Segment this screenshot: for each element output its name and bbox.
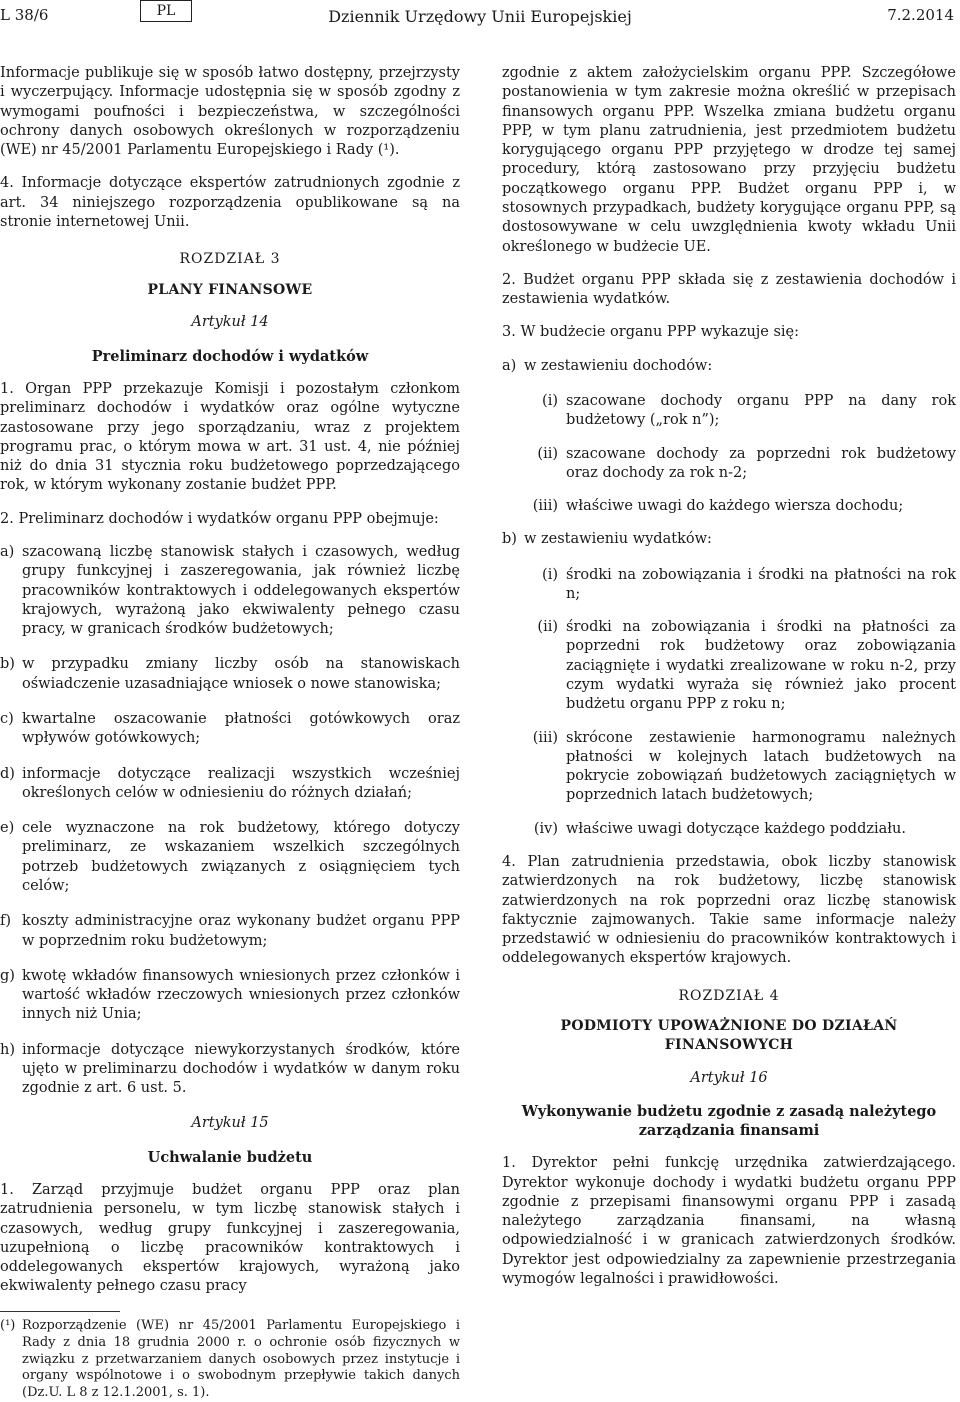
list-item-text: kwartalne oszacowanie płatności gotówkowych oraz wpływów gotówkowych; <box>22 710 460 747</box>
sublist-item-label: (iv) <box>533 820 558 837</box>
article-14-label: Artykuł 14 <box>191 314 269 331</box>
chapter-4-title: PODMIOTY UPOWAŻNIONE DO DZIAŁAŃ FINANSOWYCH <box>560 1018 898 1053</box>
list-item-text: szacowaną liczbę stanowisk stałych i czasowych, według grupy funkcyjnej i zaszeregowania, jak również liczbę pracowników kontraktowych i oddelegowanych ekspertów krajowych, wyrażoną jako ekwiwalenty pełnego czasu pracy, w granicach środków budżetowych; <box>22 544 460 638</box>
journal-title: Dziennik Urzędowy Unii Europejskiej <box>328 7 632 26</box>
article-15-paragraph-1: 1. Zarząd przyjmuje budżet organu PPP oraz plan zatrudnienia personelu, w tym liczbę stanowisk stałych i czasowych, według grupy funkcyjnej i zaszeregowania, uzupełnioną o liczbę pracowników kontraktowych i oddelegowanych ekspertów krajowych, wyrażoną jako ekwiwalenty pełnego czasu pracy <box>0 1182 460 1295</box>
sublist-item <box>502 820 956 839</box>
sublist-item <box>502 445 956 484</box>
list-item-label: c) <box>0 710 14 727</box>
paragraph-4-right: 4. Plan zatrudnienia przedstawia, obok liczby stanowisk zatwierdzonych na rok budżetowy, liczbę stanowisk zatwierdzonych na rok poprzedni oraz liczbę stanowisk faktycznie zajmowanych. Takie same informacje należy przedstawić w odniesieniu do pracowników kontraktowych i oddelegowanych ekspertów krajowych. <box>502 854 956 967</box>
list-item-text: w zestawieniu wydatków: <box>524 531 712 548</box>
chapter-3-label: ROZDZIAŁ 3 <box>179 251 281 268</box>
list-item-label: a) <box>502 357 517 374</box>
sublist-item <box>502 566 956 605</box>
sublist-item-label: (iii) <box>532 498 558 515</box>
list-item-text: informacje dotyczące realizacji wszystkich wcześniej określonych celów w odniesieniu do różnych działań; <box>22 765 460 801</box>
sublist-item-label: (i) <box>542 566 558 583</box>
continuation-paragraph: zgodnie z aktem założycielskim organu PPP. Szczegółowe postanowienia w tym zakresie można określić w przepisach finansowych organu PPP. Wszelka zmiana budżetu organu PPP, w tym planu zatrudnienia, jest przedmiotem budżetu korygującego organu PPP przyjętego w drodze tej samej procedury, którą zastosowano przy przyjęciu budżetu początkowego organu PPP. Budżet organu PPP i, w stosownych przypadkach, budżety korygujące organu PPP, są dostosowywane w celu uwzględnienia kwoty wkładu Unii określonego w budżecie UE. <box>502 65 956 255</box>
intro-paragraph: Informacje publikuje się w sposób łatwo dostępny, przejrzysty i wyczerpujący. Informacje udostępnia się w sposób zgodny z wymogami poufności i bezpieczeństwa, w szczególności ochrony danych osobowych określonych w rozporządzeniu (WE) nr 45/2001 Parlamentu Europejskiego i Rady (¹). <box>0 65 460 159</box>
article-14-list <box>0 543 460 1098</box>
article-16-title: Wykonywanie budżetu zgodnie z zasadą należytego zarządzania finansami <box>521 1102 937 1140</box>
article-14-title: Preliminarz dochodów i wydatków <box>91 347 369 365</box>
footnote-divider <box>0 1311 120 1312</box>
article-14-paragraph-2: 2. Preliminarz dochodów i wydatków organu PPP obejmuje: <box>0 510 439 527</box>
list-item-label: g) <box>0 967 15 984</box>
article-15-label: Artykuł 15 <box>191 1115 269 1132</box>
sublist-item <box>502 729 956 806</box>
list-item-a <box>502 357 956 376</box>
list-item <box>0 543 460 639</box>
article-15-title: Uchwalanie budżetu <box>147 1148 313 1166</box>
page-header <box>0 0 960 30</box>
sublist-item <box>502 392 956 431</box>
sublist-item <box>502 618 956 714</box>
list-item <box>0 710 460 749</box>
chapter-3-title: PLANY FINANSOWE <box>147 281 313 298</box>
list-item <box>0 1041 460 1099</box>
list-item-b <box>502 530 956 549</box>
footnote-text: Rozporządzenie (WE) nr 45/2001 Parlamentu Europejskiego i Rady z dnia 18 grudnia 2000 r. o ochronie osób fizycznych w związku z przetwarzaniem danych osobowych przez instytucje i organy wspólnotowe i o swobodnym przepływie takich danych (Dz.U. L 8 z 12.1.2001, s. 1). <box>22 1317 460 1401</box>
list-item-label: e) <box>0 820 15 837</box>
publication-date: 7.2.2014 <box>887 6 954 24</box>
footnote <box>0 1318 460 1402</box>
sublist-item-text: środki na zobowiązania i środki na płatności na rok n; <box>566 566 956 602</box>
sublist-item-label: (i) <box>542 392 558 409</box>
list-item <box>0 819 460 896</box>
list-item-text: kwotę wkładów finansowych wniesionych przez członków i wartość wkładów rzeczowych wniesionych przez członków innych niż Unia; <box>22 967 460 1023</box>
sublist-item-label: (iii) <box>532 729 558 746</box>
footnote-label: (¹) <box>0 1317 16 1333</box>
article-14-paragraph-1: 1. Organ PPP przekazuje Komisji i pozostałym członkom preliminarz dochodów i wydatków oraz ogólne wytyczne zastosowane przy jego sporządzaniu, wraz z projektem programu prac, o którym mowa w art. 31 ust. 4, nie później niż do dnia 31 stycznia roku budżetowego poprzedzającego rok, w którym wykonany zostanie budżet PPP. <box>0 381 460 494</box>
sublist-item-text: właściwe uwagi do każdego wiersza dochodu; <box>566 498 904 515</box>
list-item-label: b) <box>502 531 517 548</box>
sublist-item-text: szacowane dochody za poprzedni rok budżetowy oraz dochody za rok n-2; <box>566 445 956 481</box>
sublist-item-label: (ii) <box>537 445 558 462</box>
page-reference: L 38/6 <box>0 6 49 24</box>
list-item-label: f) <box>0 913 12 930</box>
list-item <box>0 655 460 694</box>
sublist-item-text: szacowane dochody organu PPP na dany rok budżetowy („rok n”); <box>566 392 956 429</box>
list-item-label: a) <box>0 544 15 560</box>
chapter-4-label: ROZDZIAŁ 4 <box>678 987 780 1004</box>
sublist-item-text: środki na zobowiązania i środki na płatności za poprzedni rok budżetowy oraz zobowiązania zaciągnięte i wydatki zrealizowane w roku n-2, przy czym wydatki wyraża się również jako procent budżetu organu PPP z roku n; <box>566 619 956 713</box>
sublist-item <box>502 497 956 516</box>
list-item-label: d) <box>0 765 15 782</box>
list-item <box>0 967 460 1025</box>
article-16-paragraph-1: 1. Dyrektor pełni funkcję urzędnika zatwierdzającego. Dyrektor wykonuje dochody i wydatki budżetu organu PPP zgodnie z przepisami finansowymi organu PPP i zasadą należytego zarządzania finansami, na własną odpowiedzialność i w granicach zatwierdzonych środków. Dyrektor jest odpowiedzialny za zapewnienie przestrzegania wymogów legalności i prawidłowości. <box>502 1155 956 1288</box>
sublist-item-text: skrócone zestawienie harmonogramu należnych płatności w kolejnych latach budżetowych na pokrycie zobowiązań budżetowych zaciągniętych w poprzednich latach budżetowych; <box>566 729 956 804</box>
article-16-label: Artykuł 16 <box>690 1069 768 1086</box>
list-item <box>0 765 460 804</box>
list-item-label: h) <box>0 1041 15 1058</box>
list-item-text: w przypadku zmiany liczby osób na stanowiskach oświadczenie uzasadniające wniosek o nowe stanowiska; <box>22 656 460 692</box>
paragraph-2: 2. Budżet organu PPP składa się z zestawienia dochodów i zestawienia wydatków. <box>502 271 956 308</box>
paragraph-4: 4. Informacje dotyczące ekspertów zatrudnionych zgodnie z art. 34 niniejszego rozporządzenia opublikowane są na stronie internetowej Unii. <box>0 175 460 230</box>
list-item-text: informacje dotyczące niewykorzystanych środków, które ujęto w preliminarzu dochodów i wydatków w danym roku zgodnie z art. 6 ust. 5. <box>22 1041 460 1097</box>
list-item <box>0 912 460 951</box>
paragraph-3: 3. W budżecie organu PPP wykazuje się: <box>502 324 800 341</box>
list-item-text: w zestawieniu dochodów: <box>524 357 713 374</box>
list-item-text: cele wyznaczone na rok budżetowy, którego dotyczy preliminarz, ze wskazaniem wszelkich szczególnych potrzeb budżetowych związanych z osiągnięciem tych celów; <box>22 820 460 894</box>
list-item-text: koszty administracyjne oraz wykonany budżet organu PPP w poprzednim roku budżetowym; <box>22 913 460 949</box>
sublist-item-text: właściwe uwagi dotyczące każdego poddziału. <box>566 820 906 837</box>
language-badge: PL <box>140 0 192 22</box>
right-column <box>502 64 956 1303</box>
list-item-label: b) <box>0 656 15 673</box>
left-column <box>0 64 460 1402</box>
sublist-item-label: (ii) <box>537 619 558 636</box>
